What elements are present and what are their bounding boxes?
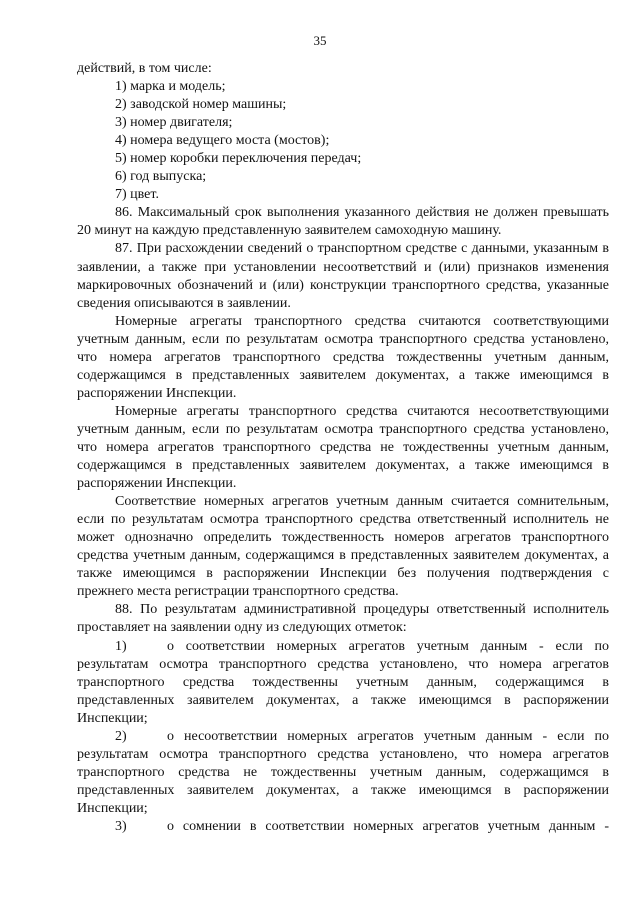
- mark-number: 2): [115, 728, 127, 744]
- mark-number: 3): [115, 818, 127, 834]
- mark-item-2: [77, 728, 609, 818]
- list-item: 3) номер двигателя;: [115, 115, 233, 131]
- list-item: 6) год выпуска;: [115, 169, 207, 185]
- list-item: 7) цвет.: [115, 187, 159, 203]
- list-item: 4) номера ведущего моста (мостов);: [115, 133, 330, 149]
- page-number: 35: [313, 33, 327, 48]
- mark-item-1: [77, 638, 609, 728]
- intro-line: действий, в том числе:: [77, 61, 212, 76]
- mark-text: о соответствии номерных агрегатов учетным данным - если по результатам осмотра транспортного средства установлено, что номера агрегатов транспортного средства тождественны учетным данным, содержащимся в представленных заявителем документах, а также имеющимся в распоряжении Инспекции;: [77, 638, 609, 726]
- paragraph-87: 87. При расхождении сведений о транспортном средстве с данными, указанным в заявлении, а также при установлении несоответствий и (или) признаков изменения маркировочных обозначений и (или) конструкции транспортного средства, указанные сведения описываются в заявлении.: [77, 241, 609, 311]
- paragraph-88: 88. По результатам административной процедуры ответственный исполнитель проставляет на заявлении одну из следующих отметок:: [77, 602, 609, 636]
- paragraph-doubt: Соответствие номерных агрегатов учетным данным считается сомнительным, если по результатам осмотра транспортного средства ответственный исполнитель не может однозначно определить тождественность номеров агрегатов транспортного средства учетным данным, содержащимся в представленных заявителем документах, а также имеющимся в распоряжении Инспекции без получения подтверждения с прежнего места регистрации транспортного средства.: [77, 494, 609, 600]
- mark-item-3: [77, 818, 609, 836]
- page-body: [77, 60, 609, 836]
- paragraph-mismatch: Номерные агрегаты транспортного средства считаются несоответствующими учетным данным, если по результатам осмотра транспортного средства установлено, что номера агрегатов транспортного средства не тождественны учетным данным, содержащимся в представленных заявителем документах, а также имеющимся в распоряжении Инспекции.: [77, 403, 609, 492]
- mark-text: о сомнении в соответствии номерных агрегатов учетным данным -: [167, 818, 609, 834]
- mark-number: 1): [115, 638, 127, 654]
- paragraph-86: 86. Максимальный срок выполнения указанного действия не должен превышать 20 минут на каждую представленную заявителем самоходную машину.: [77, 205, 609, 239]
- paragraph-match: Номерные агрегаты транспортного средства считаются соответствующими учетным данным, если по результатам осмотра транспортного средства установлено, что номера агрегатов транспортного средства тождественны учетным данным, содержащимся в представленных заявителем документах, а также имеющимся в распоряжении Инспекции.: [77, 313, 609, 401]
- list-item: 1) марка и модель;: [115, 79, 226, 95]
- list-item: 5) номер коробки переключения передач;: [115, 151, 362, 167]
- mark-text: о несоответствии номерных агрегатов учетным данным - если по результатам осмотра транспортного средства установлено, что номера агрегатов транспортного средства не тождественны учетным данным, содержащимся в представленных заявителем документах, а также имеющимся в распоряжении Инспекции;: [77, 728, 609, 816]
- list-item: 2) заводской номер машины;: [115, 97, 287, 113]
